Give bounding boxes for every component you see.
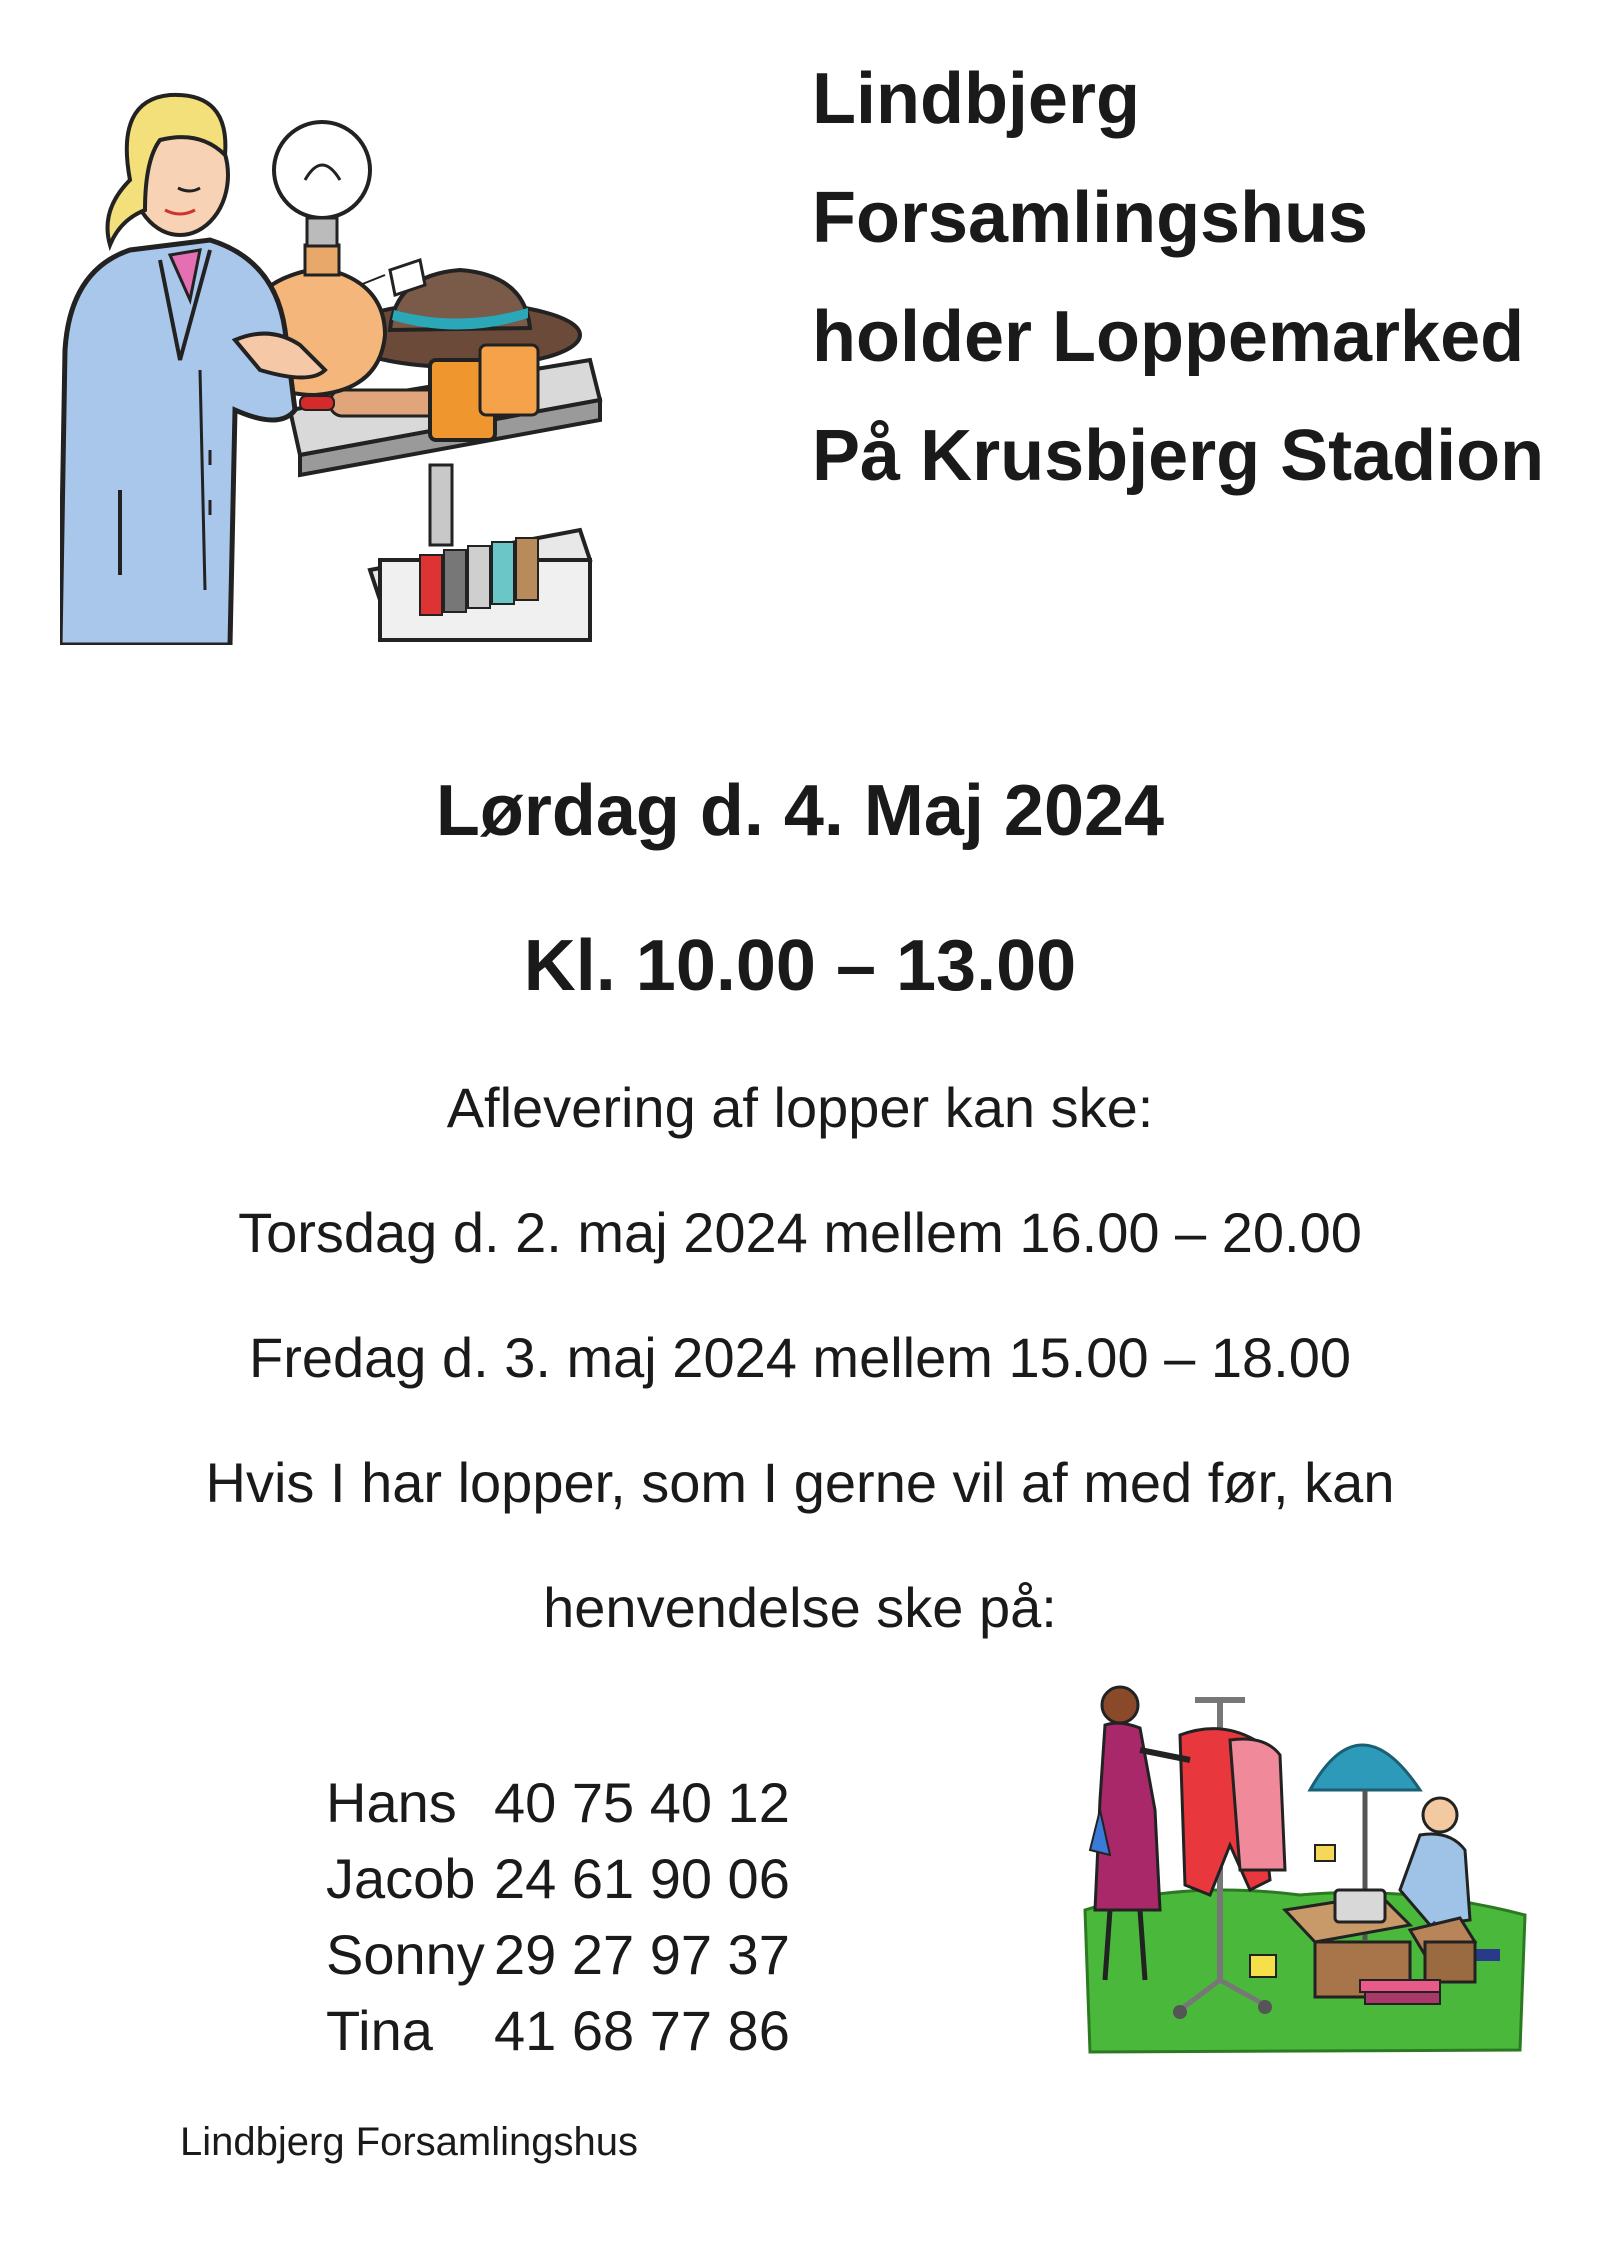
contact-name: Jacob bbox=[326, 1847, 476, 1910]
flea-market-stall-illustration bbox=[1080, 1680, 1530, 2060]
contact-list bbox=[326, 1765, 790, 2069]
contact-phone: 29 27 97 37 bbox=[494, 1923, 790, 1986]
title-line-3: holder Loppemarked bbox=[812, 297, 1525, 377]
contact-name: Tina bbox=[326, 1999, 433, 2062]
contact-name: Hans bbox=[326, 1771, 457, 1834]
contact-row bbox=[326, 1841, 790, 1917]
contact-phone: 24 61 90 06 bbox=[494, 1847, 790, 1910]
footer-organizer: Lindbjerg Forsamlingshus bbox=[180, 2120, 639, 2164]
contact-name: Sonny bbox=[326, 1923, 485, 1986]
contact-row bbox=[326, 1993, 790, 2069]
scientist-flea-market-illustration bbox=[60, 70, 610, 645]
contact-intro-line-2: henvendelse ske på: bbox=[543, 1576, 1057, 1639]
contact-intro-line-1: Hvis I har lopper, som I gerne vil af med før, kan bbox=[205, 1451, 1395, 1514]
contact-phone: 41 68 77 86 bbox=[494, 1999, 790, 2062]
event-date: Lørdag d. 4. Maj 2024 bbox=[435, 771, 1165, 851]
dropoff-friday: Fredag d. 3. maj 2024 mellem 15.00 – 18.00 bbox=[248, 1326, 1351, 1389]
header-title-block bbox=[812, 40, 1592, 516]
contact-phone: 40 75 40 12 bbox=[494, 1771, 790, 1834]
title-line-1: Lindbjerg bbox=[812, 59, 1140, 139]
contact-row bbox=[326, 1917, 790, 1993]
dropoff-heading: Aflevering af lopper kan ske: bbox=[446, 1076, 1154, 1139]
dropoff-thursday: Torsdag d. 2. maj 2024 mellem 16.00 – 20.00 bbox=[238, 1201, 1362, 1264]
title-line-4: På Krusbjerg Stadion bbox=[812, 416, 1545, 496]
contact-row bbox=[326, 1765, 790, 1841]
title-line-2: Forsamlingshus bbox=[812, 178, 1369, 258]
event-time: Kl. 10.00 – 13.00 bbox=[523, 926, 1077, 1006]
